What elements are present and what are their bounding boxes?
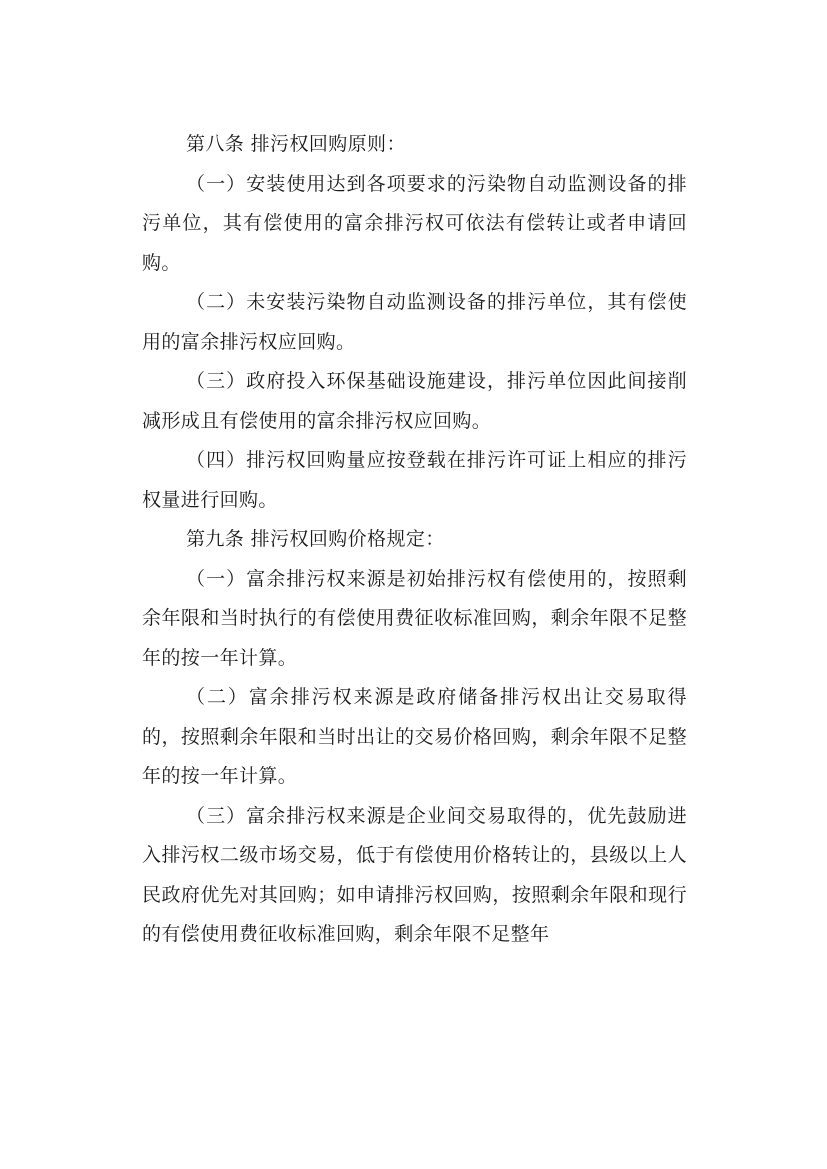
article-8-heading: 第八条 排污权回购原则： [186,133,406,155]
article-8-item-1: （一）安装使用达到各项要求的污染物自动监测设备的排污单位，其有偿使用的富余排污权可依法有偿转让或者申请回购。 [142,172,687,274]
article-9-item-3: （三）富余排污权来源是企业间交易取得的，优先鼓励进入排污权二级市场交易，低于有偿使用价格转让的，县级以上人民政府优先对其回购；如申请排污权回购，按照剩余年限和现行的有偿使用费征收标准回购，剩余年限不足整年 [142,804,687,945]
article-8-item-2: （二）未安装污染物自动监测设备的排污单位，其有偿使用的富余排污权应回购。 [142,291,687,353]
article-9-heading: 第九条 排污权回购价格规定： [186,528,445,550]
article-8-item-4: （四）排污权回购量应按登载在排污许可证上相应的排污权量进行回购。 [142,449,687,511]
document-body [142,125,687,955]
article-9-item-1: （一）富余排污权来源是初始排污权有偿使用的，按照剩余年限和当时执行的有偿使用费征收标准回购，剩余年限不足整年的按一年计算。 [142,567,687,669]
article-8-item-3: （三）政府投入环保基础设施建设，排污单位因此间接削减形成且有偿使用的富余排污权应回购。 [142,370,687,432]
article-9-item-2: （二）富余排污权来源是政府储备排污权出让交易取得的，按照剩余年限和当时出让的交易价格回购，剩余年限不足整年的按一年计算。 [142,686,687,787]
